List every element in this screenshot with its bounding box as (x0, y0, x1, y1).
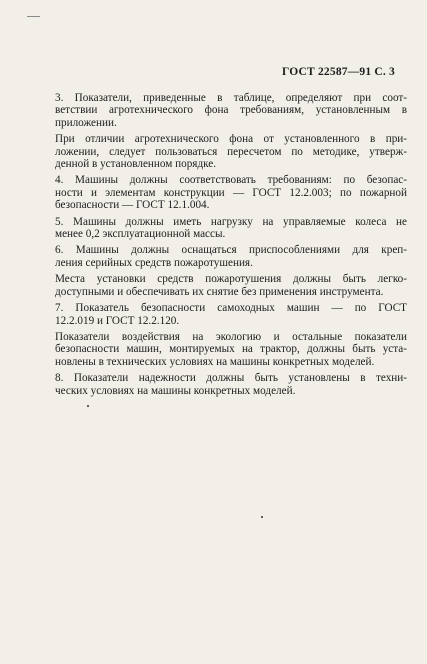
paragraph (55, 216, 407, 241)
text-line: менее 0,2 эксплуатационной массы. (55, 228, 226, 241)
text-line: Показатели воздействия на экологию и остальные показатели (55, 330, 407, 343)
document-body (55, 92, 407, 397)
text-line: ности и элементам конструкции — ГОСТ 12.2.003; по пожарной (55, 186, 407, 199)
text-line: доступными и обеспечивать их снятие без применения инструмента. (55, 285, 384, 298)
text-line: При отличии агротехнического фона от установленного в при- (55, 133, 407, 146)
text-line: 8. Показатели надежности должны быть установлены в техни- (55, 372, 407, 385)
text-line: безопасности — ГОСТ 12.1.004. (55, 199, 210, 212)
paragraph (55, 174, 407, 211)
text-line: 7. Показатель безопасности самоходных машин — по ГОСТ (55, 302, 407, 315)
paragraph (55, 92, 407, 129)
paragraph (55, 273, 407, 298)
text-line: приложении. (55, 116, 117, 129)
corner-scan-mark (27, 16, 40, 17)
scan-speck (261, 516, 263, 518)
text-line: 12.2.019 и ГОСТ 12.2.120. (55, 314, 180, 327)
text-line: безопасности машин, монтируемых на трактор, должны быть уста- (55, 343, 407, 356)
text-line: ления серийных средств пожаротушения. (55, 256, 253, 269)
text-line: 5. Машины должны иметь нагрузку на управляемые колеса не (55, 215, 407, 228)
paragraph (55, 244, 407, 269)
text-line: ветствии агротехнического фона требованиям, установленным в (55, 104, 407, 117)
text-line: 3. Показатели, приведенные в таблице, определяют при соот- (55, 92, 407, 104)
page-header: ГОСТ 22587—91 С. 3 (282, 66, 395, 78)
paragraph (55, 302, 407, 327)
text-line: 4. Машины должны соответствовать требованиям: по безопас- (55, 174, 407, 187)
paragraph (55, 331, 407, 368)
text-line: ложении, следует пользоваться пересчетом по методике, утверж- (55, 145, 407, 158)
paragraph (55, 372, 407, 397)
paragraph (55, 133, 407, 170)
text-line: ческих условиях на машины конкретных моделей. (55, 384, 296, 397)
scan-speck (87, 405, 89, 407)
text-line: новлены в технических условиях на машины конкретных моделей. (55, 355, 375, 368)
text-line: Места установки средств пожаротушения должны быть легко- (55, 273, 407, 286)
text-line: денной в установленном порядке. (55, 158, 217, 171)
text-line: 6. Машины должны оснащаться приспособлениями для креп- (55, 244, 407, 257)
